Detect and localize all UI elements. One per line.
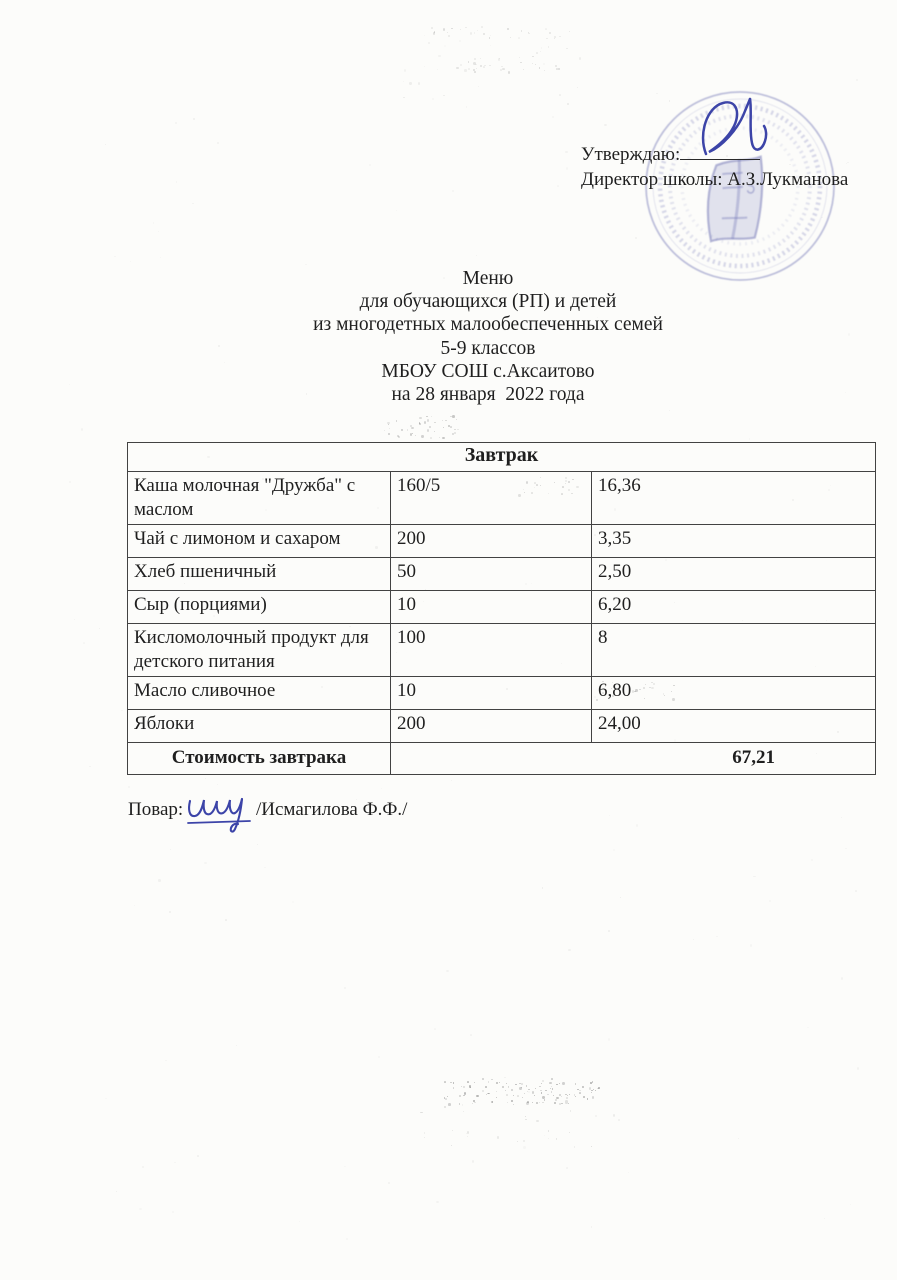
cell-portion: 200	[391, 525, 592, 558]
cell-dish: Кисломолочный продукт для детского питания	[128, 624, 391, 677]
title-line-5: МБОУ СОШ с.Аксаитово	[381, 360, 595, 382]
cell-cost: 6,80	[592, 677, 876, 710]
cell-portion: 10	[391, 677, 592, 710]
breakfast-table-wrap	[127, 442, 876, 775]
director-line: Директор школы: А.З.Лукманова	[581, 169, 849, 190]
table-header-row	[128, 443, 876, 472]
cell-dish: Сыр (порциями)	[128, 591, 391, 624]
title-line-6: на 28 января 2022 года	[391, 384, 585, 406]
cook-signature-icon	[184, 790, 256, 842]
cell-dish: Яблоки	[128, 710, 391, 743]
cell-cost: 16,36	[592, 472, 876, 525]
cell-portion: 200	[391, 710, 592, 743]
cell-portion: 100	[391, 624, 592, 677]
cell-dish: Масло сливочное	[128, 677, 391, 710]
total-value: 67,21	[391, 743, 876, 775]
document-title	[79, 267, 897, 406]
cell-cost: 8	[592, 624, 876, 677]
cell-cost: 2,50	[592, 558, 876, 591]
table-row	[128, 525, 876, 558]
director-signature-icon	[698, 94, 782, 171]
table-row	[128, 710, 876, 743]
cook-name: /Исмагилова Ф.Ф./	[256, 799, 408, 820]
total-label: Стоимость завтрака	[128, 743, 391, 775]
cell-cost: 3,35	[592, 525, 876, 558]
cell-portion: 50	[391, 558, 592, 591]
table-row	[128, 558, 876, 591]
cell-dish: Чай с лимоном и сахаром	[128, 525, 391, 558]
menu-table-body	[128, 472, 876, 743]
table-row	[128, 677, 876, 710]
cell-dish: Каша молочная "Дружба" с маслом	[128, 472, 391, 525]
total-row	[128, 743, 876, 775]
breakfast-table	[127, 442, 876, 775]
cook-label: Повар:	[128, 799, 184, 820]
title-line-3: из многодетных малообеспеченных семей	[313, 314, 663, 336]
cell-cost: 6,20	[592, 591, 876, 624]
table-title: Завтрак	[128, 443, 876, 472]
cell-cost: 24,00	[592, 710, 876, 743]
table-row	[128, 472, 876, 525]
table-row	[128, 591, 876, 624]
cell-portion: 10	[391, 591, 592, 624]
table-row	[128, 624, 876, 677]
title-line-2: для обучающихся (РП) и детей	[359, 291, 617, 313]
cell-portion: 160/5	[391, 472, 592, 525]
approve-label: Утверждаю:	[581, 144, 681, 165]
title-line-1: Меню	[462, 268, 514, 289]
cell-dish: Хлеб пшеничный	[128, 558, 391, 591]
title-line-4: 5-9 классов	[440, 337, 536, 359]
